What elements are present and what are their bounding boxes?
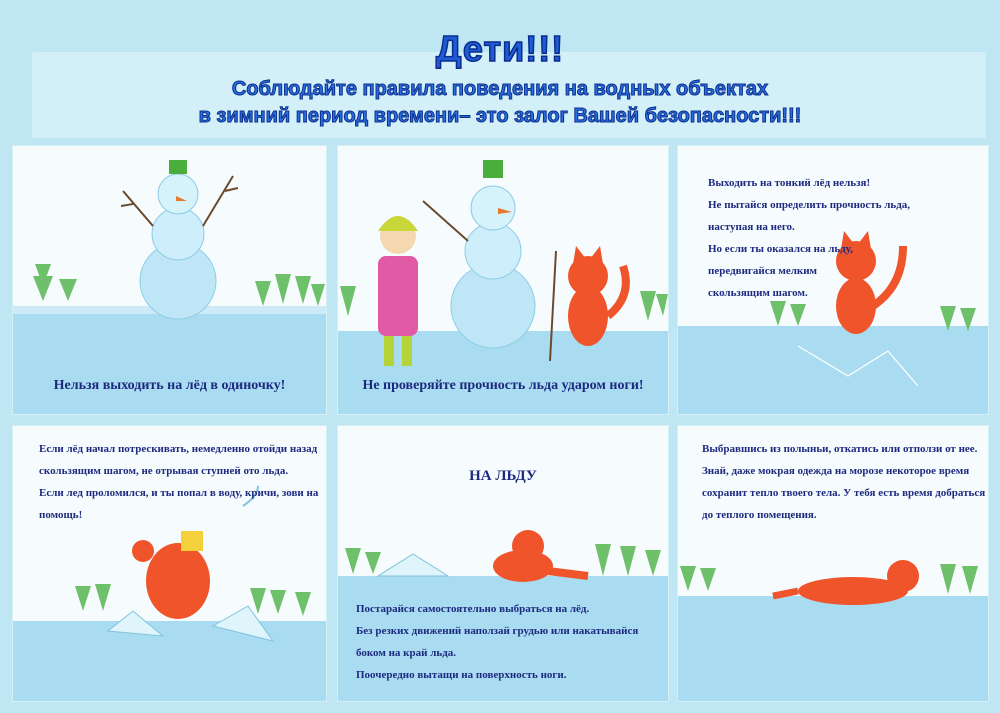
panel-6-line-2: Знай, даже мокрая одежда на морозе некоторое время <box>702 465 970 477</box>
panel-5-line-3: боком на край льда. <box>356 647 457 659</box>
girl-snowman-cat-illustration <box>338 146 668 414</box>
panel-6-line-3: сохранит тепло твоего тела. У тебя есть время добраться <box>702 487 986 499</box>
panel-alone-on-ice <box>12 145 327 415</box>
trees-left <box>33 264 77 301</box>
panel-6-line-4: до теплого помещения. <box>702 509 817 521</box>
panel-on-ice <box>337 425 669 702</box>
panel-6-line-1: Выбравшись из полыньи, откатись или отползи от нее. <box>702 443 978 455</box>
panel-ice-kick <box>337 145 669 415</box>
panel-3-line-4: Но если ты оказался на льду, <box>708 243 853 255</box>
panel-after-escape <box>677 425 989 702</box>
panel-4-line-4: помощь! <box>39 509 83 521</box>
panel-3-line-5: передвигайся мелким <box>708 265 818 277</box>
panel-5-line-2: Без резких движений наползай грудью или накатывайся <box>356 625 639 637</box>
panel-4-line-1: Если лёд начал потрескивать, немедленно отойди назад <box>39 443 318 455</box>
snowman-illustration <box>13 146 326 414</box>
trees-right <box>255 274 325 306</box>
page-subtitle <box>0 76 1000 130</box>
panel-ice-cracking <box>12 425 327 702</box>
panel-thin-ice <box>677 145 989 415</box>
panel-3-text <box>708 172 910 304</box>
panel-5-line-1: Постарайся самостоятельно выбраться на лёд. <box>356 603 590 615</box>
panel-5-line-4: Поочередно вытащи на поверхность ноги. <box>356 669 567 681</box>
subtitle-line-1: Соблюдайте правила поведения на водных объектах <box>231 78 769 100</box>
panel-3-line-2: Не пытайся определить прочность льда, <box>708 199 911 211</box>
panel-3-line-1: Выходить на тонкий лёд нельзя! <box>708 177 871 189</box>
panel-3-line-3: наступая на него. <box>708 221 795 233</box>
panel-5-heading: НА ЛЬДУ <box>469 468 537 484</box>
panel-5-text <box>356 598 638 686</box>
panel-2-caption: Не проверяйте прочность льда ударом ноги! <box>362 378 644 393</box>
panel-4-text <box>39 438 318 526</box>
page-title: Дети!!! <box>435 28 565 69</box>
panel-4-line-2: скользящим шагом, не отрывая ступней ото льда. <box>39 465 289 477</box>
panel-3-line-6: скользящим шагом. <box>708 287 808 299</box>
panel-1-caption: Нельзя выходить на лёд в одиночку! <box>53 378 286 393</box>
subtitle-line-2: в зимний период времени– это залог Вашей безопасности!!! <box>198 105 802 127</box>
panel-6-text <box>702 438 985 526</box>
panel-4-line-3: Если лед проломился, и ты попал в воду, кричи, зови на <box>39 487 319 499</box>
